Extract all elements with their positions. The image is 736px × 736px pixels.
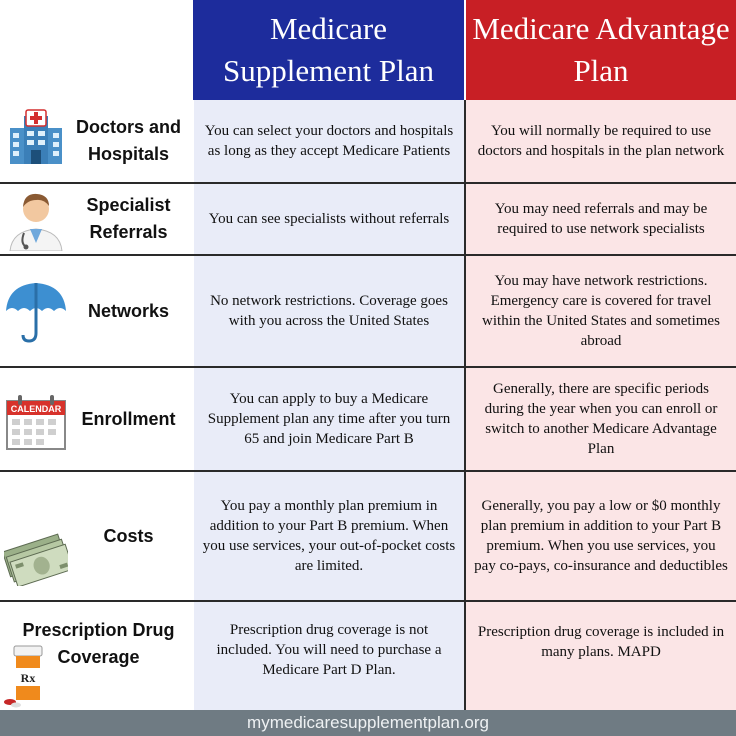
row-prescription-drug-coverage [0,602,736,710]
row-label: Enrollment [81,408,176,429]
supplement-cell: No network restrictions. Coverage goes with you across the United States [194,256,464,366]
pill-bottle-rx-label: Rx [20,671,36,685]
row-divider [0,470,736,472]
footer-website-url: mymedicaresupplementplan.org [0,710,736,736]
supplement-plan-header: Medicare Supplement Plan [193,0,464,100]
advantage-plan-header: Medicare Advantage Plan [466,0,736,100]
doctor-icon [4,187,68,251]
advantage-cell: You may need referrals and may be required to use network specialists [466,184,736,254]
money-icon [4,522,68,586]
supplement-cell: You pay a monthly plan premium in addition to your Part B premium. When you use services, your out-of-pocket costs are limited. [194,472,464,600]
row-divider [0,600,736,602]
row-label-cell [0,100,193,182]
row-label: Costs [103,525,154,546]
row-enrollment [0,368,736,470]
supplement-cell: Prescription drug coverage is not included. You will need to purchase a Medicare Part D Plan. [194,602,464,710]
row-label: Doctors and Hospitals [75,117,181,164]
supplement-cell: You can apply to buy a Medicare Supplement plan any time after you turn 65 and join Medicare Part B [194,368,464,470]
row-label-cell [0,472,193,600]
row-label: Specialist Referrals [86,195,171,242]
supplement-cell: You can see specialists without referrals [194,184,464,254]
advantage-cell: Generally, you pay a low or $0 monthly plan premium in addition to your Part B premium. When you use services, you pay co-pays, co-insurance and deductibles [466,472,736,600]
row-label: Prescription Drug Coverage [22,620,175,667]
row-label-cell [0,602,193,710]
advantage-cell: Generally, there are specific periods during the year when you can enroll or switch to another Medicare Advantage Plan [466,368,736,470]
row-label-cell [0,368,193,470]
advantage-cell: Prescription drug coverage is included in many plans. MAPD [466,602,736,710]
row-label: Networks [87,300,170,321]
row-divider [0,254,736,256]
row-divider [0,182,736,184]
row-specialist-referrals [0,184,736,254]
row-label-cell [0,184,193,254]
calendar-icon-label: CALENDAR [10,404,62,414]
row-networks [0,256,736,366]
advantage-cell: You will normally be required to use doctors and hospitals in the plan network [466,100,736,182]
column-divider [464,100,466,710]
row-label-cell [0,256,193,366]
umbrella-icon [4,279,68,343]
row-divider [0,366,736,368]
row-doctors-hospitals [0,100,736,182]
calendar-icon [4,387,68,451]
supplement-cell: You can select your doctors and hospitals as long as they accept Medicare Patients [194,100,464,182]
row-costs [0,472,736,600]
advantage-cell: You may have network restrictions. Emergency care is covered for travel within the United States and sometimes abroad [466,256,736,366]
hospital-icon [4,106,68,170]
